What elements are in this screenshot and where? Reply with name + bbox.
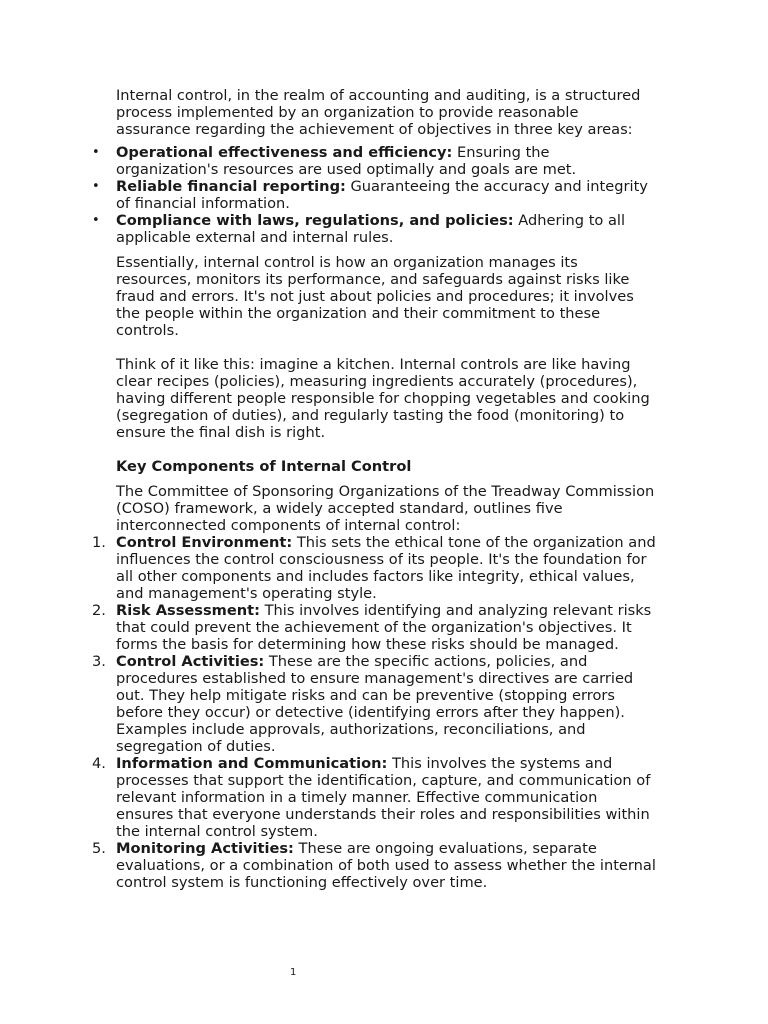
essentially-paragraph: Essentially, internal control is how an organization manages its resources, monitors its performance, and safeguards against risks like fraud and errors. It's not just about policies and procedures; it involves the people within the organization and their commitment to these controls.: [116, 254, 634, 339]
coso-paragraph: The Committee of Sponsoring Organizations of the Treadway Commission (COSO) framework, a widely accepted standard, outlines five interconnected components of internal control:: [116, 483, 655, 534]
list-item: [116, 144, 656, 178]
list-item-term: Compliance with laws, regulations, and policies:: [116, 212, 514, 229]
list-item-term: Control Activities:: [116, 653, 265, 670]
list-item: [92, 653, 656, 755]
list-item-text: Adhering to all applicable external and internal rules.: [116, 212, 626, 246]
list-item-number: 5.: [92, 840, 106, 857]
list-item-text: This sets the ethical tone of the organization and influences the control consciousness of its people. It's the foundation for all other components and includes factors like integrity, ethical values, and management's operating style.: [116, 534, 656, 602]
list-item-text: Ensuring the organization's resources are used optimally and goals are met.: [116, 144, 577, 178]
list-item-term: Information and Communication:: [116, 755, 388, 772]
section-heading: Key Components of Internal Control: [116, 458, 412, 475]
list-item-term: Risk Assessment:: [116, 602, 260, 619]
list-item-text: Guaranteeing the accuracy and integrity of financial information.: [116, 178, 648, 212]
key-areas-list: [116, 144, 656, 246]
list-item-number: 1.: [92, 534, 106, 551]
list-item: [92, 534, 656, 602]
list-item: [92, 840, 656, 891]
list-item: [92, 602, 656, 653]
list-item: [92, 755, 656, 840]
list-item-number: 3.: [92, 653, 106, 670]
list-item-term: Reliable financial reporting:: [116, 178, 346, 195]
list-item-term: Operational effectiveness and efficiency:: [116, 144, 453, 161]
intro-paragraph: Internal control, in the realm of accounting and auditing, is a structured process implemented by an organization to provide reasonable assurance regarding the achievement of objectives in three key areas:: [116, 87, 641, 138]
list-item-text: These are the specific actions, policies, and procedures established to ensure management's directives are carried out. They help mitigate risks and can be preventive (stopping errors before they occur) or detective (identifying errors after they happen). Examples include approvals, authorizations, reconciliations, and segregation of duties.: [116, 653, 634, 755]
list-item-term: Control Environment:: [116, 534, 293, 551]
document-body: [92, 87, 656, 891]
page-number: 1: [290, 967, 297, 978]
list-item-number: 4.: [92, 755, 106, 772]
list-item-term: Monitoring Activities:: [116, 840, 294, 857]
components-list: [92, 534, 656, 891]
kitchen-analogy-paragraph: Think of it like this: imagine a kitchen. Internal controls are like having clear recipes (policies), measuring ingredients accurately (procedures), having different people responsible for chopping vegetables and cooking (segregation of duties), and regularly tasting the food (monitoring) to ensure the final dish is right.: [116, 356, 650, 441]
list-item-text: These are ongoing evaluations, separate evaluations, or a combination of both used to assess whether the internal control system is functioning effectively over time.: [116, 840, 656, 891]
list-item-text: This involves identifying and analyzing relevant risks that could prevent the achievement of the organization's objectives. It forms the basis for determining how these risks should be managed.: [116, 602, 652, 653]
list-item-text: This involves the systems and processes that support the identification, capture, and communication of relevant information in a timely manner. Effective communication ensures that everyone understands their roles and responsibilities within the internal control system.: [116, 755, 651, 840]
list-item-number: 2.: [92, 602, 106, 619]
list-item: [116, 212, 656, 246]
list-item: [116, 178, 656, 212]
